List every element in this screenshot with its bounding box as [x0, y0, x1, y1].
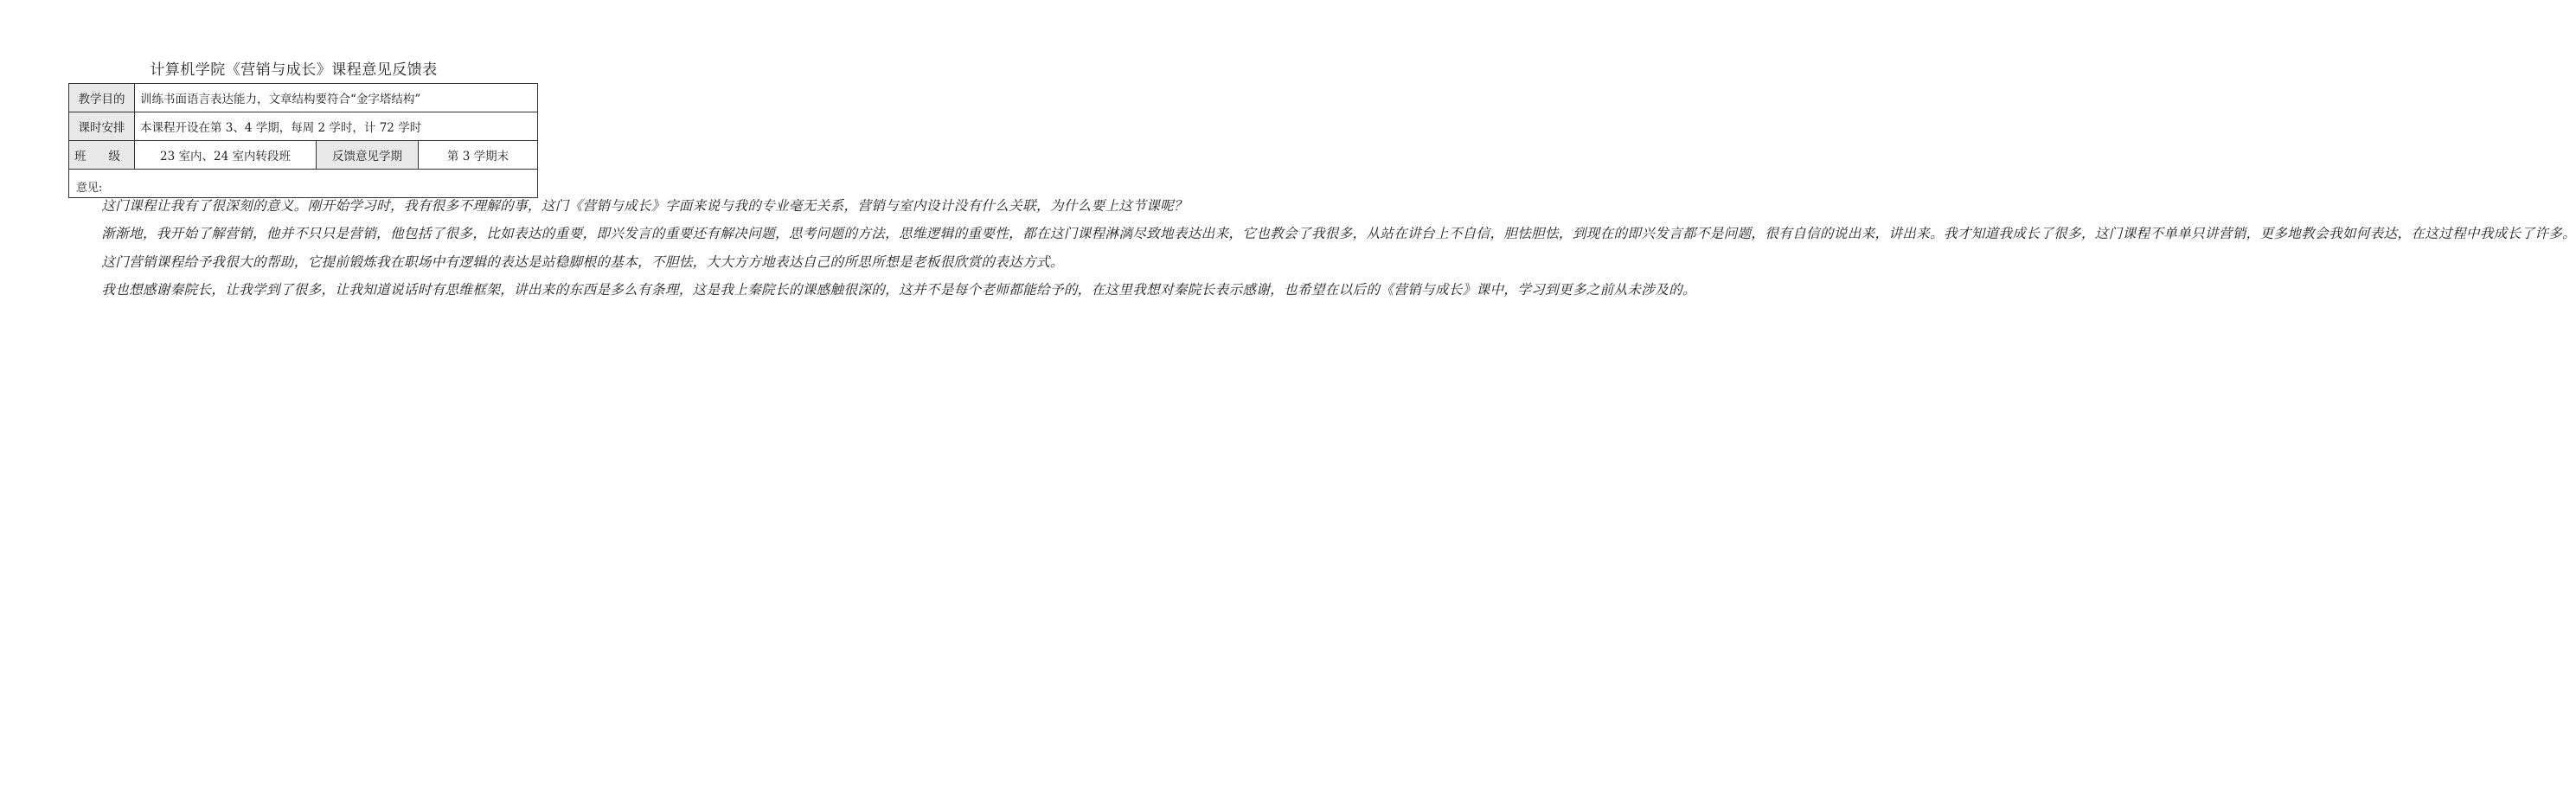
form-title: 计算机学院《营销与成长》课程意见反馈表 [150, 61, 438, 79]
comment-paragraph: 我也想感谢秦院长，让我学到了很多，让我知道说话时有思维框架，讲出来的东西是多么有条理，这是我上秦院长的课感触很深的，这并不是每个老师都能给予的，在这里我想对秦院长表示感谢，也希望在以后的《营销与成长》课中，学习到更多之前从未涉及的。 [101, 282, 1696, 298]
feedback-term-value: 第 3 学期末 [419, 141, 538, 170]
comments-cell [69, 170, 2576, 298]
objective-label: 教学目的 [69, 84, 135, 112]
comments-label: 意见: [76, 182, 103, 195]
class-row [69, 141, 538, 170]
comment-paragraph: 这门课程让我有了很深刻的意义。刚开始学习时，我有很多不理解的事，这门《营销与成长》字面来说与我的专业毫无关系，营销与室内设计没有什么关联，为什么要上这节课呢？ [101, 198, 1188, 214]
comments-row [69, 170, 538, 198]
schedule-label: 课时安排 [69, 112, 135, 141]
comment-paragraph: 这门营销课程给予我很大的帮助，它提前锻炼我在职场中有逻辑的表达是站稳脚根的基本，不胆怯，大大方方地表达自己的所思所想是老板很欣赏的表达方式。 [101, 253, 1064, 270]
objective-row [69, 84, 538, 112]
objective-value: 训练书面语言表达能力，文章结构要符合“金字塔结构” [135, 84, 538, 112]
class-value: 23 室内、24 室内转段班 [135, 141, 317, 170]
handwritten-comments [74, 192, 2576, 305]
schedule-row [69, 112, 538, 141]
feedback-table [68, 83, 2576, 298]
class-label: 班级 [69, 141, 135, 170]
feedback-term-label: 反馈意见学期 [317, 141, 419, 170]
comment-paragraph: 渐渐地，我开始了解营销，他并不只只是营销，他包括了很多，比如表达的重要，即兴发言的重要还有解决问题，思考问题的方法，思维逻辑的重要性，都在这门课程淋漓尽致地表达出来，它也教会了我很多，从站在讲台上不自信，胆怯胆怯，到现在的即兴发言都不是问题，很有自信的说出来，讲出来。我才知道我成长了很多，这门课程不单单只讲营销，更多地教会我如何表达，在这过程中我成长了许多。 [101, 226, 2576, 242]
schedule-value: 本课程开设在第 3、4 学期，每周 2 学时，计 72 学时 [135, 112, 538, 141]
